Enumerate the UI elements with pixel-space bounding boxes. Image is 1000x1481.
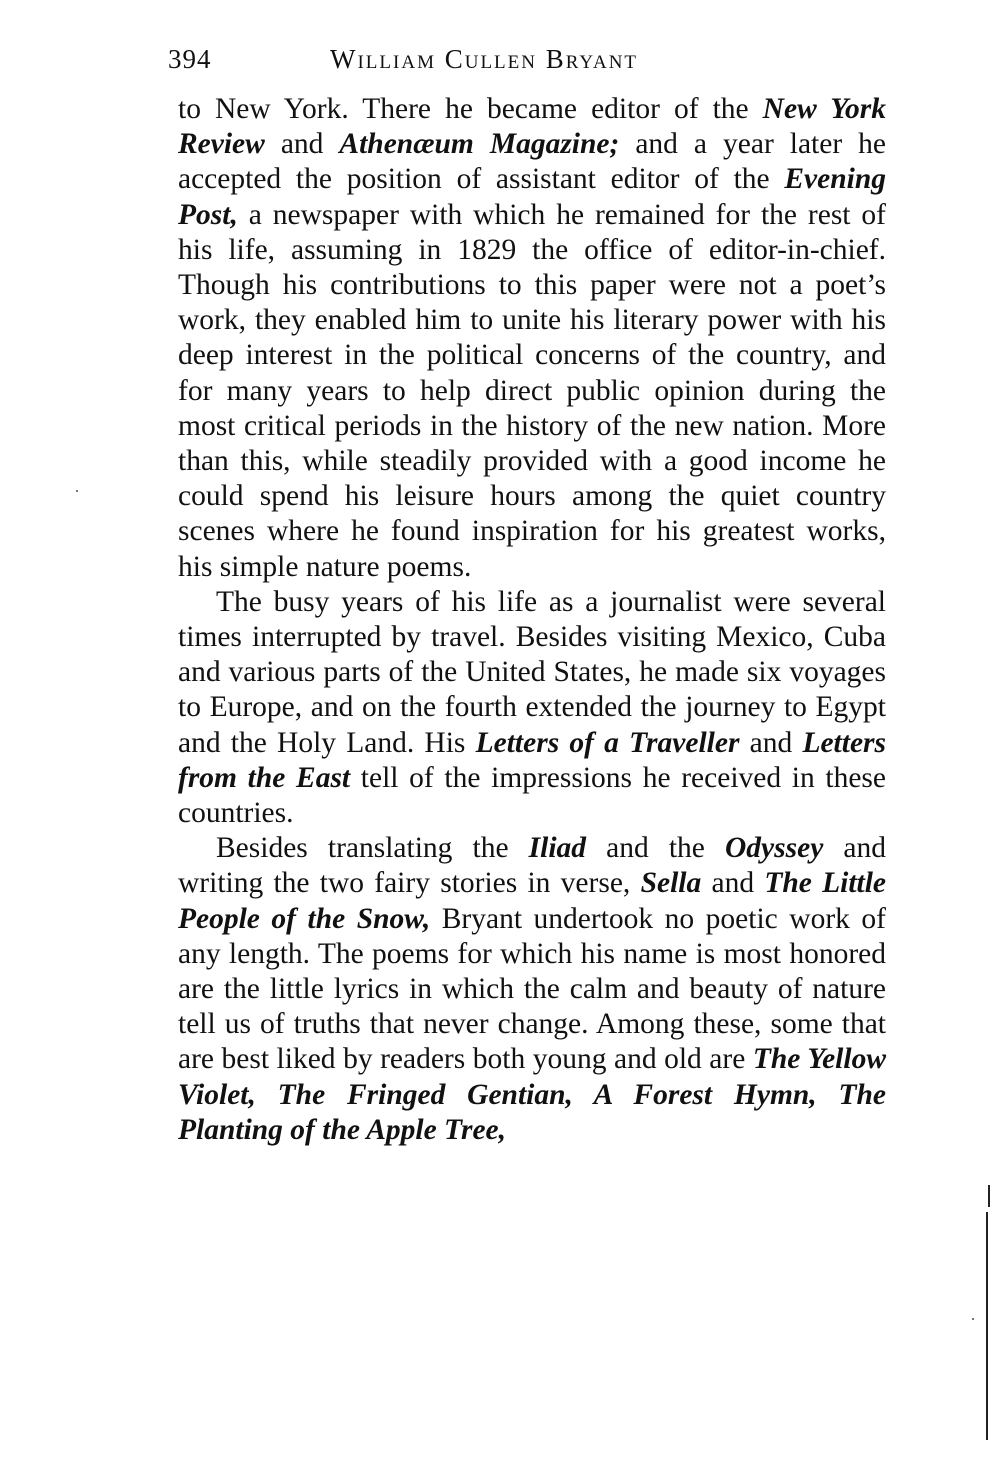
italic-title: Evening Post,	[178, 163, 886, 231]
running-head	[168, 44, 888, 84]
italic-title: Letters of a Traveller	[475, 726, 740, 759]
text-segment: Besides translating the	[216, 832, 529, 865]
text-segment: and the	[586, 832, 725, 865]
text-segment: and	[264, 128, 340, 161]
italic-title: Iliad	[528, 832, 587, 865]
scan-speck	[76, 490, 78, 492]
italic-title: New York Review	[178, 93, 886, 161]
paragraph	[178, 585, 886, 831]
text-segment: and a year later he accepted the position of assistant editor of the	[178, 128, 886, 196]
text-segment: Bryant undertook no poetic work of any length. The poems for which his name is most honored are the little lyrics in which the calm and beauty of nature tell us of truths that never change. Among these, some that are best liked by readers both young and old are	[178, 902, 886, 1076]
text-segment: tell of the impressions he received in these countries.	[178, 761, 886, 830]
scan-edge-mark	[986, 1212, 988, 1440]
scan-speck	[972, 1318, 974, 1320]
text-segment: a newspaper with which he remained for the rest of his life, assuming in 1829 the office of editor-in-chief. Though his contributions to this paper were not a poet’s work, they enabled him to unite his literary power with his deep interest in the political concerns of the country, and for many years to help direct public opinion during the most critical periods in the history of the new nation. More than this, while steadily provided with a good income he could spend his leisure hours among the quiet country scenes where he found inspiration for his greatest works, his simple nature poems.	[178, 198, 886, 583]
running-title: William Cullen Bryant	[330, 44, 639, 74]
italic-title: Odyssey	[725, 832, 824, 865]
text-segment: and	[701, 867, 765, 900]
body-text	[178, 92, 886, 1148]
italic-title: The Little People of the Snow,	[178, 867, 887, 935]
text-segment: to New York. There he became editor of the	[178, 93, 763, 125]
italic-title: The Yellow Violet, The Fringed Gentian, A Forest Hymn, The Planting of the Apple Tree,	[178, 1043, 886, 1146]
italic-title: Sella	[640, 867, 702, 900]
paragraph	[178, 831, 886, 1148]
page-number: 394	[168, 44, 212, 74]
text-segment: The busy years of his life as a journalist were several times interrupted by travel. Besides visiting Mexico, Cuba and various parts of the United States, he made six voyages to Europe, and on the fourth extended the journey to Egypt and the Holy Land. His	[178, 585, 886, 759]
text-segment: and	[739, 726, 803, 759]
italic-title: Athenæum Magazine;	[339, 128, 620, 161]
italic-title: Letters from the East	[178, 726, 886, 794]
scan-edge-mark	[988, 1185, 990, 1207]
paragraph	[178, 92, 886, 585]
text-segment: and writing the two fairy stories in verse,	[178, 832, 886, 900]
